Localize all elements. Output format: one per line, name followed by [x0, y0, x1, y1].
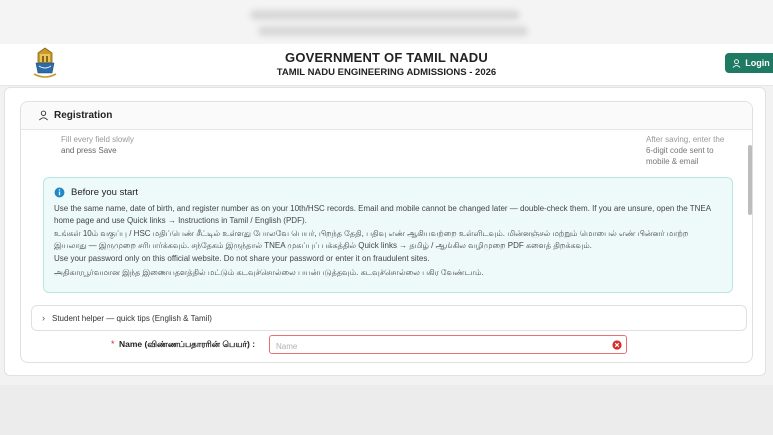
- blurred-text-line: [250, 10, 520, 20]
- blurred-text-line: [258, 26, 528, 36]
- name-input-wrapper: [269, 335, 627, 354]
- notice-paragraph: Use the same name, date of birth, and register number as on your 10th/HSC records. Email and mobile cannot be changed later — double-check them. If you are unsure, open the TNEA home page and use Quick links → Instructions in Tamil / English (PDF).: [54, 204, 711, 225]
- registration-title: Registration: [54, 110, 113, 121]
- person-icon: [38, 110, 49, 121]
- student-helper-label: Student helper — quick tips (English & Tamil): [52, 313, 212, 323]
- admissions-subtitle: TAMIL NADU ENGINEERING ADMISSIONS - 2026: [276, 67, 497, 78]
- registration-card: [20, 101, 753, 363]
- login-button[interactable]: [725, 53, 773, 73]
- step-hint-left: [61, 134, 181, 156]
- user-icon: [732, 59, 741, 68]
- info-icon: [54, 187, 65, 198]
- step-hint-right: [646, 134, 746, 167]
- registration-header: [21, 102, 752, 130]
- notice-paragraph: Use your password only on this official website. Do not share your password or enter it on fraudulent sites.: [54, 254, 430, 263]
- step-hint-right-line1: After saving, enter the: [646, 135, 725, 144]
- name-field-label: Name (விண்ணப்பதாரரின் பெயர்) :: [119, 339, 256, 349]
- required-asterisk: *: [111, 339, 115, 349]
- student-helper-accordion[interactable]: [31, 305, 747, 331]
- error-icon: [612, 340, 622, 350]
- login-label: Login: [745, 58, 770, 68]
- before-you-start-notice: [43, 177, 733, 293]
- notice-paragraph: அதிகாரபூர்வமான இந்த இணையதளத்தில் மட்டும் கடவுச்சொல்லை பயன்படுத்தவும். கடவுச்சொல்லை பகிர வேண்டாம்.: [54, 267, 484, 277]
- notice-title: Before you start: [71, 187, 139, 198]
- step-hint-right-line3: mobile & email: [646, 157, 699, 166]
- step-hint-right-line2: 6-digit code sent to: [646, 146, 714, 155]
- name-input[interactable]: [270, 338, 600, 355]
- main-panel: [4, 87, 766, 376]
- step-hint-left-line1: Fill every field slowly: [61, 135, 134, 144]
- government-title: GOVERNMENT OF TAMIL NADU: [285, 50, 488, 65]
- scrollbar-thumb[interactable]: [748, 145, 752, 215]
- blurred-top-banner: [0, 0, 773, 44]
- page-footer-band: [0, 385, 773, 435]
- chevron-right-icon: ›: [42, 313, 45, 323]
- notice-paragraph: உங்கள் 10ம் வகுப்பு / HSC மதிப்பெண் சீட்டில் உள்ளது போலவே பெயர், பிறந்த தேதி, பதிவு எண் ஆகியவற்றை உள்ளிடவும். மின்னஞ்சல் மற்றும் மொபைல் எண் பின்னர் மாற்ற இயலாது — இருமுறை சரிபார்க்கவும். சந்தேகம் இருந்தால் TNEA முகப்புப் பக்கத்தில் Quick links → தமிழ் / ஆங்கில வழிமுறை PDF களைத் திறக்கவும்.: [54, 229, 689, 250]
- name-field-row: [21, 335, 752, 355]
- site-header: [0, 44, 773, 86]
- registration-scroll-area[interactable]: [21, 131, 752, 363]
- step-hint-left-line2: and press Save: [61, 146, 117, 155]
